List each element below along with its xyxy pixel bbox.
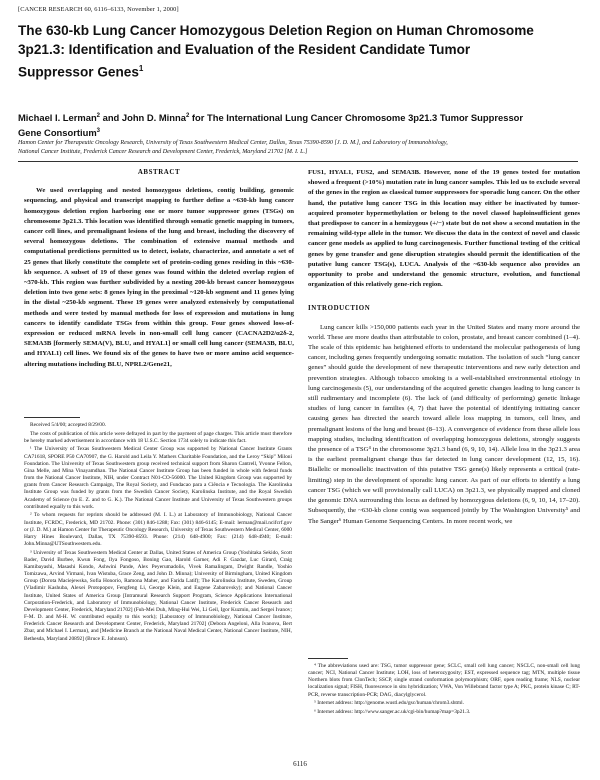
author-lerman: Michael I. Lerman bbox=[18, 112, 97, 124]
consortium-marker: 3 bbox=[96, 127, 100, 134]
consortium-name-cont: Gene Consortium bbox=[18, 126, 97, 138]
title-line-1: The 630-kb Lung Cancer Homozygous Deletion Region on Human Chromosome bbox=[18, 23, 534, 38]
author-line-2 bbox=[18, 125, 578, 140]
footnote-2-reprints: ² To whom requests for reprints should be addressed (M. I. L.) at Laboratory of Immunobiology, National Cancer Institute, FCRDC, Frederick, MD 21702. Phone: (301) 846-1288; Fax: (301) 846-6145; E-mail: lerman@mail.ncifcrf.gov or (J. D. M.) at Hamon Center for Therapeutic Oncology Research, University of Texas Southwestern Medical Center, 6000 Harry Hines Boulevard, Dallas, TX 75390-8593. Phone: (214) 648-4900; Fax: (214) 648-4940; E-mail: John.Minna@UTSouthwestern.edu. bbox=[24, 512, 292, 547]
footnote-costs: The costs of publication of this article were defrayed in part by the payment of page charges. This article must therefore be hereby marked advertisement in accordance with 18 U.S.C. Section 1734 solely to indicate this fact. bbox=[24, 430, 292, 444]
right-column bbox=[308, 168, 580, 527]
footnote-3-consortium: ³ University of Texas Southwestern Medical Center at Dallas, United States of America Group (Yoshitaka Sekido, Scott Bader, David Burbee, Kwun Fong, Ilya Fongoso, Boning Gao, Harold Garner, Adi F. Gazdar, Luc Girard, Craig Kamibayashi, Masashi Kondo, Ashwini Pande, Alex Peyerumadolis, Vivek Ramalingam, Dwight Randle, Yoshio Tomizawa, Arvind Virmani, Ivan Wistuba, Grace Zeng, and John D. Minna); University of Birmingham, United Kingdom Group (Dorota Maciejewska, Sofia Honorio, Ramona Maher, and Farida Latif); The Karolinska Institute, Sweden, Group (Vladimir Kashuba, Alexei Protopopov, Fengfeng Li, George Klein, and Eugene Zabarovsky); and National Cancer Institute, United States of America Group [Intramural Research Support Program, Science Applications International Corporation-Frederick, and Laboratory of Immunobiology, National Cancer Institute, Frederick Cancer Research and Development Center, Frederick, Maryland 21702] (Fuh-Mei Duh, Ming-Hui Wei, Li Geil, Igor Kuzmin, and Sergei Ivanov; F-M. D. and M-H. W. contributed equally to this work); [Laboratory of Immunobiology, National Cancer Institute, Frederick Cancer Research and Development Center, Frederick, Maryland 21702] (Debora Angeloni, Alla Ivanova, Bert Zbar, and Michael I. Lerman), and [Medicine Branch at the National Naval Medical Center, National Cancer Institute, NIH, Bethesda, Maryland 20892] (Bruce E. Johnson). bbox=[24, 549, 292, 642]
title-footnote-marker: 1 bbox=[138, 64, 144, 73]
author-list bbox=[18, 110, 578, 139]
right-footnotes bbox=[308, 658, 580, 718]
author-minna: and John D. Minna bbox=[100, 112, 186, 124]
title-line-3-text: Suppressor Genes bbox=[18, 64, 139, 80]
left-footnotes bbox=[24, 417, 292, 644]
journal-citation: [CANCER RESEARCH 60, 6116–6133, November 1, 2000] bbox=[18, 6, 179, 13]
author-lerman-marker: 2 bbox=[96, 113, 101, 119]
introduction-heading: INTRODUCTION bbox=[308, 305, 371, 313]
abstract-paragraph-2: FUS1, HYAL1, FUS2, and SEMA3B. However, none of the 19 genes tested for mutation showed a frequent (>10%) mutation rate in lung cancer samples. This led us to exclude several of the genes in the region as classical tumor suppressors for sporadic lung cancer. On the other hand, the putative lung cancer TSG in this location may either be inactivated by tumor-acquired promoter hypermethylation or belong to the novel classof haploinsufficient genes that predispose to cancer in a hemizygous (+/−) state but do not show a second mutation in the remaining wild-type allele in the tumor. We discuss the data in the context of novel and classic cancer gene models as applied to lung carcinogenesis. Further functional testing of the critical genes by gene transfer and gene disruption strategies should permit the identification of the putative lung cancer TSG(s), LUCA. Analysis of the ~630-kb sequence also provides an opportunity to probe and understand the genomic structure, evolution, and functional organization of this relatively gene-rich region. bbox=[308, 169, 580, 289]
author-minna-marker: 2 bbox=[185, 113, 190, 119]
title-line-2: 3p21.3: Identification and Evaluation of the Resident Candidate Tumor bbox=[18, 42, 471, 57]
footnote-6-url: ⁶ Internet address: http://www.sanger.ac.uk/cgi-bin/humap?map=3p21.3. bbox=[314, 708, 471, 715]
abstract-paragraph-1: We used overlapping and nested homozygous deletions, contig building, genomic sequencing, and physical and transcript mapping to further define a ~630-kb lung cancer homozygous deletion region harboring one or more tumor suppressor genes (TSGs) on chromosome 3p21.3. This location was identified through somatic genetic mapping in tumors, cancer cell lines, and premalignant lesions of the lung and breast, including the discovery of several homozygous deletions. The combination of extensive manual methods and computational predictions permitted us to detect, isolate, characterize, and annotate a set of 25 genes that likely constitute the complete set of protein-coding genes residing in this ~630-kb sequence. A subset of 19 of these genes was found within the deleted overlap region of ~370-kb. This region was further subdivided by a nesting 200-kb breast cancer homozygous deletion into two gene sets: 8 genes lying in the proximal ~120-kb segment and 11 genes lying in the distal ~250-kb segment. These 19 genes were analyzed extensively by computational methods and were tested by manual methods for loss of expression and mutations in lung cancers to identify candidate TSGs from within this group. Four genes showed loss-of-expression or reduced mRNA levels in non-small cell lung cancer (CACNA2D2/α2δ-2, SEMA3B [formerly SEMA(V), BLU, and HYAL1] or small cell lung cancer (SEMA3B, BLU, and HYAL1) cell lines. We found six of the genes to have two or more amino acid sequence-altering mutations including BLU, NPRL2/Gene21, bbox=[24, 187, 294, 368]
affiliation-line-1: Hamon Center for Therapeutic Oncology Research, University of Texas Southwestern Medical Center, Dallas, Texas 75390-8590 [J. D. M.], and Laboratory of Immunobiology, bbox=[18, 140, 448, 146]
affiliations bbox=[18, 139, 578, 156]
footnote-divider bbox=[24, 417, 80, 418]
abstract-heading: ABSTRACT bbox=[137, 169, 181, 176]
footnote-received: Received 5/4/00; accepted 8/29/00. bbox=[30, 422, 107, 428]
left-column bbox=[24, 168, 294, 370]
article-title bbox=[18, 21, 578, 82]
footnote-5-url: ⁵ Internet address: http://genome.wustl.edu/gsc/human/chrom3.shtml. bbox=[314, 700, 464, 707]
page-number: 6116 bbox=[293, 760, 307, 768]
footnote-4-abbreviations: ⁴ The abbreviations used are: TSG, tumor suppressor gene; SCLC, small cell lung cancer; NSCLC, non-small cell lung cancer; NCI, National Cancer Institute; LOH, loss of heterozygosity; EST, expressed sequence tag; MTN, multiple tissue Northern blots from ClonTech; SSCP, single strand conformation polymorphism; ORF, open reading frame; NLS, nuclear localization signal; FISH, fluorescence in situ hybridization; VWA, Von Willebrand factor type A; PKC, protein kinase C; RT-PCR, reverse transcription-PCR; DAG, diacylglycerol. bbox=[308, 663, 580, 698]
header-divider bbox=[18, 161, 578, 162]
introduction-paragraph-1: Lung cancer kills >150,000 patients each year in the United States and many more around the world. These are more deaths than attributable to colon, prostate, and breast cancer combined (1–4). The scale of this epidemic has heightened efforts to understand the molecular pathogenesis of lung cancer, including genes frequently undergoing somatic mutation. The isolation of such “lung cancer genes” should guide the development of new therapeutic interventions and new early detection and prevention strategies. Although tobacco smoking is a well-established environmental etiology in lung carcinogenesis (5), our understanding of the acquired genetic changes leading to lung cancer is still rudimentary and incomplete (6). The lack of (and difficulty of performing) genetic linkage studies of lung cancer in families (4, 7) that have the potential of identifying initiating cancer causing genes has directed the search toward allele loss mapping in tumors, cell lines, and premalignant lesions of the lung and breast (8–13). A convergence of evidence from these allele loss mapping studies, including identification of overlapping homozygous deletions, strongly suggests the presence of a TSG⁴ in the chromosome 3p21.3 band (6, 9, 10, 14). Allele loss in the 3p21.3 area is the earliest premalignant change thus far detected in lung cancer development (12, 15, 16). Biallelic or monoallelic inactivation of this putative TSG gene(s) likely represents a critical (rate-limiting) step in the development of sporadic lung cancer. As part of our efforts to identify a lung cancer TSG (which we will provisionally call LUCA) on 3p21.3, we physically mapped and cloned the genomic DNA surrounding this locus as defined by homozygous deletions (6, 9, 10, 14, 17–20). Subsequently, the ~630-kb clone contig was sequenced jointly by The Washington University⁵ and The Sanger⁶ Human Genome Sequencing Centers. In more recent work, we bbox=[308, 323, 580, 525]
footnote-1-funding: ¹ The University of Texas Southwestern Medical Center Group was supported by National Cancer Institute Grants CA71618, SPORE P50 CA70907, the G. Harold and Leila Y. Mathers Charitable Foundation, and the Leroy “Skip” Miloni Foundation. The University of Texas Southwestern group received technical support from Sharon Cantrell, Yvonne Fellon, Gina Melle, and Mina Vinayamdhan. The National Cancer Institute Group has been funded in whole with federal funds from the National Cancer Institute, NIH, under Contract N01-CO-56000. The United Kingdom Group was supported by grants from Cancer Research Campaign, The Royal Society, and Fundacao para a Ciência e Tecnologia. The Karolinska Institute Group was funded by grants from the Swedish Cancer Society, Karolinska Institute, and the Royal Swedish Academy of Science (to E. Z. and to G. K.). The National Cancer Institute and University of Texas Southwestern groups contributed equally to this work. bbox=[24, 446, 292, 510]
footnote-divider-right bbox=[308, 658, 348, 659]
author-line-1 bbox=[18, 110, 578, 125]
consortium-name: for The International Lung Cancer Chromosome 3p21.3 Tumor Suppressor bbox=[189, 112, 524, 124]
affiliation-line-2: National Cancer Institute, Frederick Cancer Research and Development Center, Frederick, Maryland 21702 [M. I. L.] bbox=[18, 148, 308, 155]
title-line-3 bbox=[18, 59, 578, 82]
